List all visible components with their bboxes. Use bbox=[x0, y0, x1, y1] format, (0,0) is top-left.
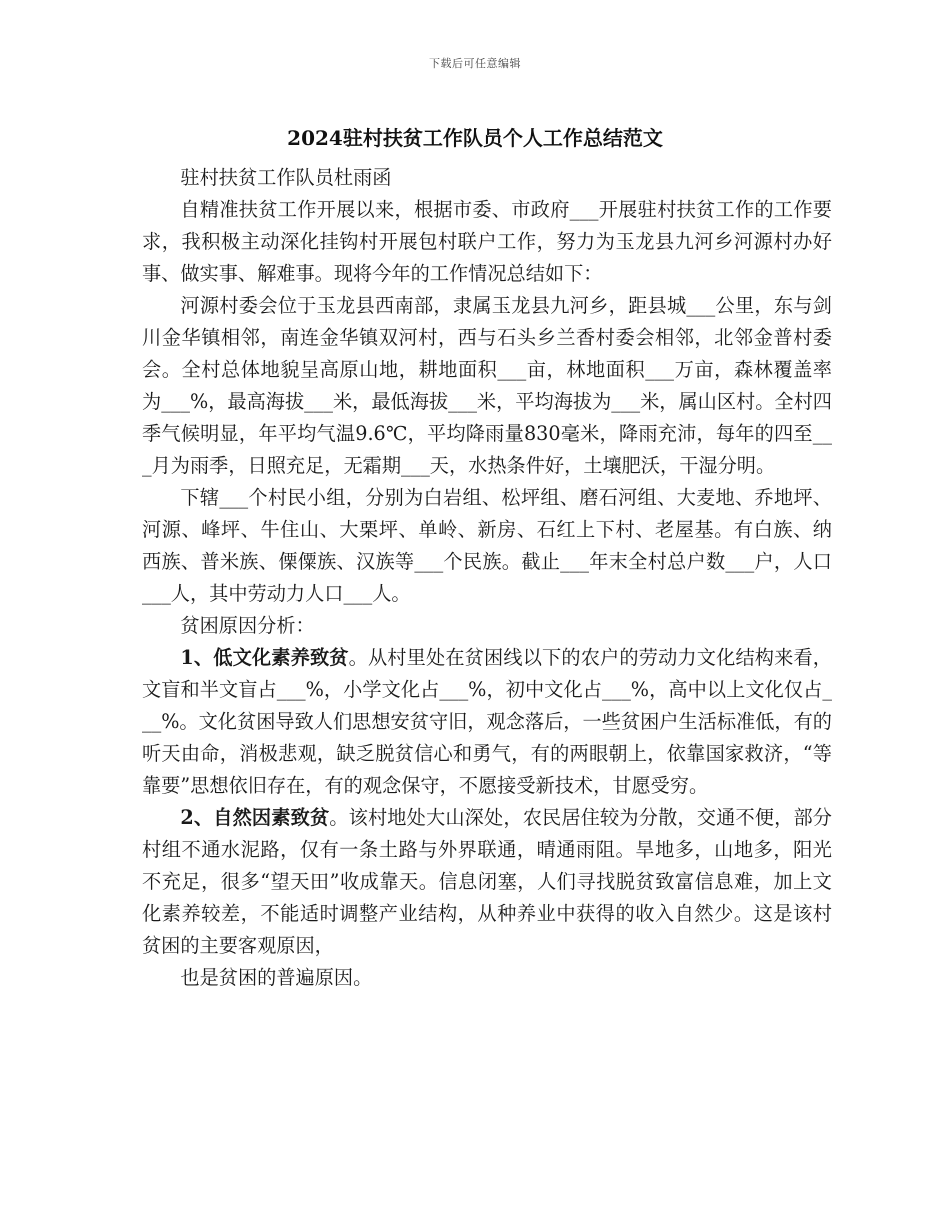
document-body bbox=[142, 162, 832, 994]
page-header-note: 下载后可任意编辑 bbox=[429, 57, 521, 70]
cause-nature-heading: 2、自然因素致贫 bbox=[180, 806, 330, 829]
paragraph-intro: 自精准扶贫工作开展以来，根据市委、市政府___开展驻村扶贫工作的工作要求，我积极主动深化挂钩村开展包村联户工作，努力为玉龙县九河乡河源村办好事、做实事、解难事。现将今年的工作情况总结如下： bbox=[142, 198, 832, 285]
paragraph-village-groups: 下辖___个村民小组，分别为白岩组、松坪组、磨石河组、大麦地、乔地坪、河源、峰坪、牛住山、大栗坪、单岭、新房、石红上下村、老屋基。有白族、纳西族、普米族、傈僳族、汉族等___个民族。截止___年末全村总户数___户，人口___人，其中劳动力人口___人。 bbox=[142, 486, 832, 605]
paragraph-cause-nature-continued: 也是贫困的普遍原因。 bbox=[180, 966, 373, 989]
cause-education-heading: 1、低文化素养致贫 bbox=[180, 646, 349, 669]
paragraph-village-overview: 河源村委会位于玉龙县西南部，隶属玉龙县九河乡，距县城___公里，东与剑川金华镇相邻，南连金华镇双河村，西与石头乡兰香村委会相邻，北邻金普村委会。全村总体地貌呈高原山地，耕地面积___亩，林地面积___万亩，森林覆盖率为___%，最高海拔___米，最低海拔___米，平均海拔为___米，属山区村。全村四季气候明显，年平均气温9.6℃，平均降雨量830毫米，降雨充沛，每年的四至___月为雨季，日照充足，无霜期___天，水热条件好，土壤肥沃，干湿分明。 bbox=[142, 294, 832, 477]
document-title: 2024驻村扶贫工作队员个人工作总结范文 bbox=[287, 126, 663, 150]
paragraph-cause-education bbox=[142, 642, 832, 802]
author-line: 驻村扶贫工作队员杜雨函 bbox=[180, 166, 392, 189]
cause-nature-text: 。该村地处大山深处，农民居住较为分散，交通不便，部分村组不通水泥路，仅有一条土路与外界联通，晴通雨阻。旱地多，山地多，阳光不充足，很多“望天田”收成靠天。信息闭塞，人们寻找脱贫致富信息难，加上文化素养较差，不能适时调整产业结构，从种养业中获得的收入自然少。这是该村贫困的主要客观原因， bbox=[142, 806, 832, 957]
cause-education-text: 。从村里处在贫困线以下的农户的劳动力文化结构来看，文盲和半文盲占___%，小学文化占___%，初中文化占___%，高中以上文化仅占___%。文化贫困导致人们思想安贫守旧，观念落后，一些贫困户生活标准低，有的听天由命，消极悲观，缺乏脱贫信心和勇气，有的两眼朝上，依靠国家救济，“等靠要”思想依旧存在，有的观念保守，不愿接受新技术，甘愿受穷。 bbox=[142, 646, 832, 797]
paragraph-cause-nature bbox=[142, 802, 832, 962]
paragraph-poverty-analysis-heading: 贫困原因分析： bbox=[180, 614, 315, 637]
